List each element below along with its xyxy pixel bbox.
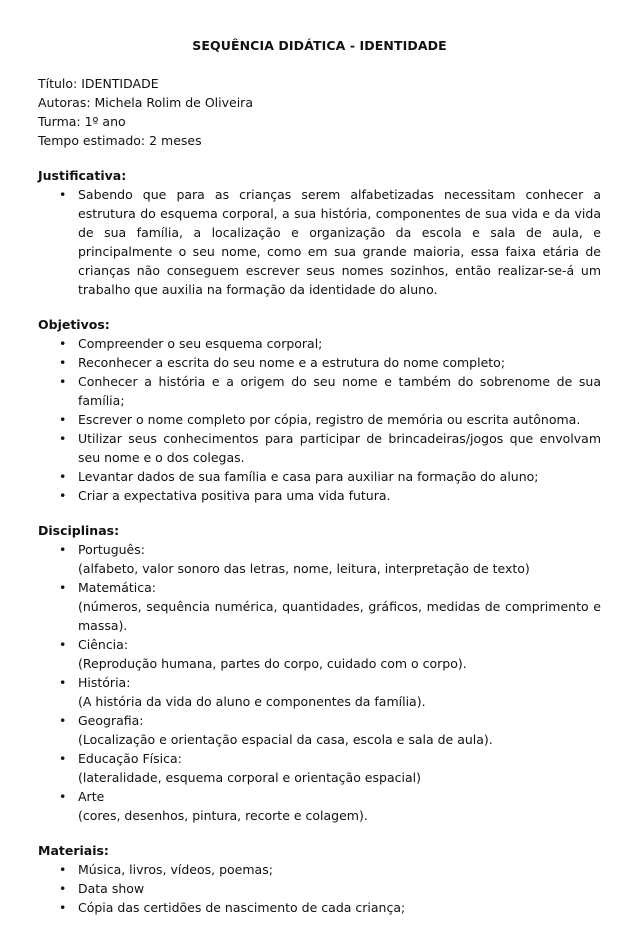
meta-autoras: Autoras: Michela Rolim de Oliveira xyxy=(38,95,253,110)
bullet-icon: • xyxy=(59,431,67,446)
document-page xyxy=(38,38,601,933)
disciplinas-section xyxy=(38,521,601,825)
bullet-icon: • xyxy=(59,469,67,484)
meta-titulo: Título: IDENTIDADE xyxy=(38,76,159,91)
list-item xyxy=(38,486,601,505)
list-item xyxy=(38,673,601,711)
objetivo-text: Escrever o nome completo por cópia, registro de memória ou escrita autônoma. xyxy=(78,412,581,427)
bullet-icon: • xyxy=(59,488,67,503)
disciplina-name: Educação Física: xyxy=(78,751,182,766)
bullet-icon: • xyxy=(59,187,67,202)
disciplina-detail: (lateralidade, esquema corporal e orientação espacial) xyxy=(78,770,421,785)
objetivo-text: Utilizar seus conhecimentos para participar de brincadeiras/jogos que envolvam seu nome e o dos colegas. xyxy=(78,431,601,465)
bullet-icon: • xyxy=(59,637,67,652)
bullet-icon: • xyxy=(59,336,67,351)
justificativa-list xyxy=(38,185,601,299)
list-item xyxy=(38,467,601,486)
disciplina-detail: (A história da vida do aluno e componentes da família). xyxy=(78,694,426,709)
material-text: Data show xyxy=(78,881,145,896)
bullet-icon: • xyxy=(59,355,67,370)
list-item xyxy=(38,410,601,429)
document-title: SEQUÊNCIA DIDÁTICA - IDENTIDADE xyxy=(192,38,447,53)
disciplina-detail: (cores, desenhos, pintura, recorte e colagem). xyxy=(78,808,368,823)
justificativa-heading: Justificativa: xyxy=(38,168,127,183)
bullet-icon: • xyxy=(59,580,67,595)
objetivo-text: Criar a expectativa positiva para uma vida futura. xyxy=(78,488,391,503)
bullet-icon: • xyxy=(59,751,67,766)
list-item xyxy=(38,787,601,825)
materiais-section xyxy=(38,841,601,917)
bullet-icon: • xyxy=(59,862,67,877)
disciplina-detail: (alfabeto, valor sonoro das letras, nome, leitura, interpretação de texto) xyxy=(78,561,530,576)
list-item xyxy=(38,185,601,299)
list-item xyxy=(38,429,601,467)
list-item xyxy=(38,898,601,917)
disciplina-detail: (Reprodução humana, partes do corpo, cuidado com o corpo). xyxy=(78,656,467,671)
objetivo-text: Levantar dados de sua família e casa para auxiliar na formação do aluno; xyxy=(78,469,539,484)
justificativa-text: Sabendo que para as crianças serem alfabetizadas necessitam conhecer a estrutura do esquema corporal, a sua história, componentes de sua vida e da vida de sua família, a localização e organização da escola e sala de aula, e principalmente o seu nome, como em sua grande maioria, essa faixa etária de crianças não conseguem escrever seus nomes sozinhos, então realizar-se-á um trabalho que auxilia na formação da identidade do aluno. xyxy=(78,187,601,297)
meta-block xyxy=(38,74,601,150)
list-item xyxy=(38,334,601,353)
materiais-heading: Materiais: xyxy=(38,843,109,858)
disciplina-name: Matemática: xyxy=(78,580,156,595)
objetivo-text: Reconhecer a escrita do seu nome e a estrutura do nome completo; xyxy=(78,355,506,370)
disciplinas-list xyxy=(38,540,601,825)
bullet-icon: • xyxy=(59,374,67,389)
bullet-icon: • xyxy=(59,881,67,896)
list-item xyxy=(38,578,601,635)
list-item xyxy=(38,540,601,578)
disciplina-name: Português: xyxy=(78,542,145,557)
disciplina-name: Geografia: xyxy=(78,713,144,728)
list-item xyxy=(38,749,601,787)
materiais-list xyxy=(38,860,601,917)
list-item xyxy=(38,635,601,673)
meta-turma: Turma: 1º ano xyxy=(38,114,126,129)
objetivo-text: Compreender o seu esquema corporal; xyxy=(78,336,323,351)
bullet-icon: • xyxy=(59,412,67,427)
material-text: Cópia das certidões de nascimento de cada criança; xyxy=(78,900,406,915)
objetivos-section xyxy=(38,315,601,505)
bullet-icon: • xyxy=(59,542,67,557)
justificativa-section xyxy=(38,166,601,299)
list-item xyxy=(38,879,601,898)
disciplina-name: História: xyxy=(78,675,131,690)
list-item xyxy=(38,353,601,372)
objetivo-text: Conhecer a história e a origem do seu nome e também do sobrenome de sua família; xyxy=(78,374,601,408)
objetivos-list xyxy=(38,334,601,505)
bullet-icon: • xyxy=(59,789,67,804)
bullet-icon: • xyxy=(59,900,67,915)
list-item xyxy=(38,860,601,879)
disciplina-name: Arte xyxy=(78,789,105,804)
objetivos-heading: Objetivos: xyxy=(38,317,110,332)
bullet-icon: • xyxy=(59,713,67,728)
list-item xyxy=(38,372,601,410)
list-item xyxy=(38,711,601,749)
disciplinas-heading: Disciplinas: xyxy=(38,523,120,538)
disciplina-detail: (Localização e orientação espacial da casa, escola e sala de aula). xyxy=(78,732,493,747)
material-text: Música, livros, vídeos, poemas; xyxy=(78,862,273,877)
meta-tempo: Tempo estimado: 2 meses xyxy=(38,133,202,148)
bullet-icon: • xyxy=(59,675,67,690)
disciplina-name: Ciência: xyxy=(78,637,129,652)
disciplina-detail: (números, sequência numérica, quantidades, gráficos, medidas de comprimento e massa). xyxy=(78,599,601,633)
